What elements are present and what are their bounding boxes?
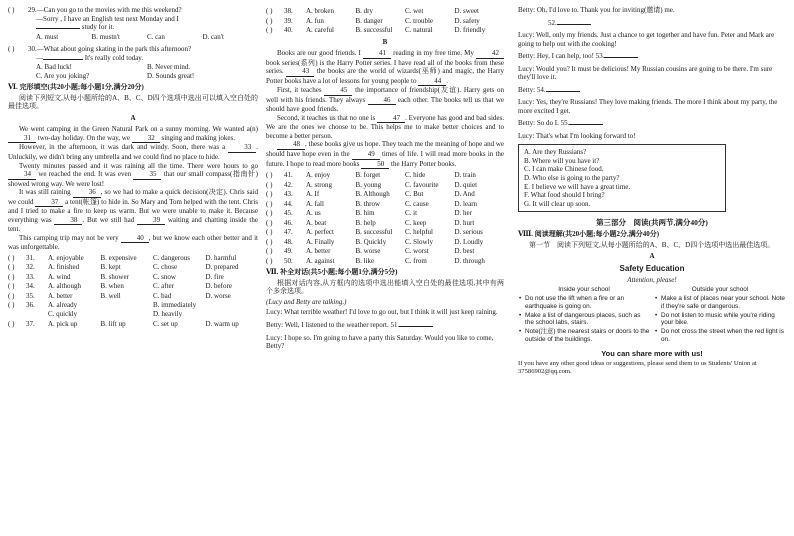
section-title: Ⅶ. 补全对话(共5小题;每小题1分,满分5分) <box>266 268 398 277</box>
question-number: 41. <box>284 171 293 180</box>
mc-row: ( ) 34. A. although B. when C. after D. before <box>8 282 232 291</box>
question-number: 43. <box>284 190 293 199</box>
mc-row: ( ) 47. A. perfect B. successful C. helpful D. serious <box>266 228 483 237</box>
section-instruction: 根据对话内容,从方框内的选项中选出能填入空白处的最佳选项,其中有两个多余选项。 <box>266 278 504 296</box>
answer-paren[interactable]: ( ) <box>8 282 15 291</box>
blank-38[interactable]: 38 <box>54 216 82 226</box>
answer-paren[interactable]: ( ) <box>8 301 15 310</box>
question-number: 31. <box>26 253 35 262</box>
question-number: 38. <box>284 7 293 15</box>
mc-list-31-35 <box>8 254 258 328</box>
box-option: E. I believe we will have a great time. <box>524 182 631 191</box>
question-line: study for it. <box>81 23 115 32</box>
mc-row: ( ) 31. A. enjoyable B. expensive C. dangerous D. harmful <box>8 253 237 262</box>
option-d: D. can't <box>202 32 224 41</box>
answer-paren[interactable]: ( ) <box>266 218 273 227</box>
blank-53[interactable] <box>604 57 638 58</box>
dialog-part-1 <box>266 308 504 350</box>
blank-46[interactable]: 46 <box>368 96 396 106</box>
mc-row: ( ) 48. A. Finally B. Quickly C. Slowly D. Loudly <box>266 237 484 246</box>
outside-item: • Do not cross the street when the red light is on. <box>661 328 786 344</box>
blank-48[interactable]: 48 <box>277 140 305 150</box>
answer-blank[interactable] <box>43 59 83 60</box>
dialog-line: Lucy: What terrible weather! I'd love to go out, but I think it will just keep raining. <box>266 308 498 317</box>
inside-item: • Make a list of dangerous places, such as the school labs, stairs. <box>525 312 650 328</box>
inside-school <box>518 286 650 345</box>
blank-42[interactable]: 42 <box>476 49 504 59</box>
mc-row: ( ) 39. A. fun B. danger C. trouble D. safety <box>266 16 480 25</box>
question-number: 37. <box>26 319 35 328</box>
blank-37[interactable]: 37 <box>35 198 63 208</box>
outside-heading: Outside your school <box>691 286 749 294</box>
question-number: 40. <box>284 26 293 35</box>
box-option: B. Where will you have it? <box>524 156 600 165</box>
answer-paren[interactable]: ( ) <box>8 45 15 54</box>
answer-paren[interactable]: ( ) <box>266 16 273 25</box>
blank-34[interactable]: 34 <box>8 170 36 180</box>
blank-55[interactable] <box>569 124 603 125</box>
mc-row: ( ) 36. A. already B. immediately C. quickly D. heavily <box>8 301 197 318</box>
answer-paren[interactable]: ( ) <box>266 190 273 199</box>
mc-list-38-40 <box>266 7 504 35</box>
outside-item: • Make a list of places near your school. Note if they're safe or dangerous. <box>661 295 786 311</box>
mc-row: ( ) 45. A. us B. him C. it D. her <box>266 209 472 218</box>
question-number: 33. <box>26 272 35 281</box>
blank-32[interactable]: 32 <box>132 134 160 144</box>
mc-row: ( ) 49. A. better B. worse C. worst D. best <box>266 247 475 256</box>
mc-row: ( ) 32. A. finished B. kept C. chose D. prepared <box>8 263 239 272</box>
dialog-line: Betty: 54. <box>518 86 786 95</box>
dialog-line: Betty: So do I. 55. <box>518 119 786 128</box>
blank-31[interactable]: 31 <box>8 134 36 144</box>
answer-paren[interactable]: ( ) <box>266 256 273 265</box>
notice-title: Safety Education <box>619 263 685 273</box>
blank-51[interactable] <box>399 326 433 327</box>
column-2 <box>266 6 504 355</box>
question-number: 34. <box>26 282 35 291</box>
option-b: B. mustn't <box>91 32 120 41</box>
answer-paren[interactable]: ( ) <box>266 209 273 218</box>
blank-50[interactable]: 50 <box>361 160 389 170</box>
blank-35[interactable]: 35 <box>133 170 161 180</box>
question-number: 32. <box>26 263 35 272</box>
mc-row: ( ) 44. A. fall B. throw C. cause D. learn <box>266 199 478 208</box>
option-b: B. Never mind. <box>147 63 191 72</box>
question-number: 30. <box>28 45 37 54</box>
question-number: 45. <box>284 209 293 218</box>
option-c: C. can <box>147 32 165 41</box>
outside-school <box>654 286 786 345</box>
blank-52[interactable] <box>557 24 591 25</box>
mc-row: ( ) 40. A. careful B. successful C. natural D. friendly <box>266 26 486 35</box>
answer-paren[interactable]: ( ) <box>266 199 273 208</box>
answer-blank[interactable] <box>36 28 80 29</box>
dialog-line: Lucy: That's what I'm looking forward to! <box>518 131 636 140</box>
column-1 <box>8 6 258 329</box>
box-option: D. Who else is going to the party? <box>524 173 620 182</box>
share-title: You can share more with us! <box>601 348 703 358</box>
mc-row: ( ) 37. A. pick up B. lift up C. set up D. warm up <box>8 319 239 328</box>
answer-paren[interactable]: ( ) <box>8 263 15 272</box>
dialog-line: Lucy: Well, only my friends. Just a chance to get together and have fun. Peter and Mark are going to help out with the cooking! <box>518 31 775 48</box>
mc-row: ( ) 50. A. against B. like C. from D. through <box>266 256 485 265</box>
question-number: 47. <box>284 228 293 237</box>
question-number: 35. <box>26 291 35 300</box>
blank-47[interactable]: 47 <box>377 114 405 124</box>
answer-paren[interactable]: ( ) <box>266 237 273 246</box>
mc-row: ( ) 38. A. broken B. dry C. wet D. sweet <box>266 7 479 15</box>
question-29 <box>8 6 258 41</box>
box-option: F. What food should I bring? <box>524 191 605 200</box>
section-title: Ⅵ. 完形填空(共20小题;每小题1分,满分20分) <box>8 83 144 92</box>
blank-54[interactable] <box>546 91 580 92</box>
dialog-line: 52. <box>518 19 786 28</box>
question-number: 48. <box>284 237 293 246</box>
question-number: 39. <box>284 16 293 25</box>
mc-row: ( ) 33. A. wind B. shower C. snow D. fire <box>8 272 224 281</box>
blank-40[interactable]: 40 <box>121 234 149 244</box>
question-number: 44. <box>284 199 293 208</box>
dialog-line: Lucy: Yes, they're Russians! They love making friends. The more I think about my party, the more excited I get. <box>518 98 778 115</box>
inside-item: • Do not use the lift when a fire or an earthquake is going on. <box>525 295 650 311</box>
question-number: 46. <box>284 218 293 227</box>
answer-paren[interactable]: ( ) <box>266 7 273 15</box>
passage-letter: A <box>649 252 655 261</box>
answer-paren[interactable]: ( ) <box>8 253 15 262</box>
mc-row: ( ) 46. A. beat B. help C. keep D. hurt <box>266 218 475 227</box>
share-text: If you have any other good ideas or suggestions, please send them to us Students' Union at 37586902@qq.com. <box>518 359 757 375</box>
mc-row: ( ) 43. A. If B. Although C. But D. And <box>266 190 475 199</box>
mc-list-41-50 <box>266 171 504 265</box>
mc-row: ( ) 42. A. strong B. young C. favourite D. quiet <box>266 180 478 189</box>
outside-item: • Do not listen to music while you're riding your bike. <box>661 312 786 328</box>
blank-39[interactable]: 39 <box>137 216 165 226</box>
safety-notice <box>518 264 786 376</box>
dialog-line: Betty: Well, I listened to the weather report. 51. <box>266 321 504 330</box>
options-box <box>518 144 726 212</box>
dialog-scene: (Lucy and Betty are talking.) <box>266 297 347 306</box>
section-instruction: 阅读下列短文,从每小题所给的A、B、C、D四个选项中选出可以填入空白处的最佳选项。 <box>8 93 258 111</box>
question-number: 50. <box>284 256 293 265</box>
dialog-part-2 <box>518 6 786 140</box>
inside-item: • Note(注意) the nearest stairs or doors to the outside of the buildings. <box>525 328 650 344</box>
box-option: C. I can make Chinese food. <box>524 165 604 174</box>
answer-paren[interactable]: ( ) <box>8 319 15 328</box>
blank-44[interactable]: 44 <box>418 77 446 87</box>
option-a: A. must <box>36 32 59 41</box>
answer-paren[interactable]: ( ) <box>266 26 273 35</box>
answer-paren[interactable]: ( ) <box>266 171 273 180</box>
answer-paren[interactable]: ( ) <box>266 228 273 237</box>
question-number: 42. <box>284 180 293 189</box>
question-line: —Sorry , I have an English test next Monday and I <box>36 14 179 23</box>
question-30: ( ) 30. —What about going skating in the park this afternoon? — It's really cold today. A. Bad luck! B. Never mind. C. Are you joking? D. Sounds great! <box>8 45 258 80</box>
column-3 <box>518 6 786 376</box>
box-option: A. Are they Russians? <box>524 148 587 157</box>
answer-paren[interactable]: ( ) <box>8 291 15 300</box>
dialog-line: Lucy: I hope so. I'm going to have a party this Saturday. Would you like to come, Betty? <box>266 333 494 351</box>
question-number: 49. <box>284 247 293 256</box>
option-d: D. Sounds great! <box>147 71 195 80</box>
part-title: 第三部分 阅读(共两节,满分40分) <box>596 218 708 228</box>
passage-letter: A <box>130 113 136 122</box>
passage-a: We went camping in the Green Natural Park on a sunny morning. We wanted a(n) 31 two-day holiday. On the way, we 32 singing and making jokes. However, in the afternoon, it was dark and windy. Soon, there was a 33 . Unluckily, we didn't bring any umbrella and we could find no place to hide. Twenty minutes passed and it was raining all the time. There were hours to go 34 we reached the end. It was even 35 that our small compass(指南针) showed wrong way. We were lost! It was still raining 36 , so we had to make a quick decision(决定). Chris said we could 37 a tent(帐篷) to hide in. So Mary and Tom helped with the tent. Chris and I tried to make a fire to keep us warm. But we were unable to make it. Because everything was 38 . But we still had 39 waiting and chatting inside the tent. This camping trip may not be very 40 , but we know each other better and it was unforgettable. <box>8 125 259 252</box>
question-number: 29. <box>28 6 37 14</box>
answer-paren[interactable]: ( ) <box>8 272 15 281</box>
section-instruction: 第一节 阅读下列短文,从每小题所给的A、B、C、D四个选项中选出最佳选项。 <box>529 240 775 249</box>
mc-row: ( ) 41. A. enjoy B. forget C. hide D. train <box>266 171 476 180</box>
option-a: A. Bad luck! <box>36 63 72 72</box>
answer-paren[interactable]: ( ) <box>266 180 273 189</box>
notice-columns <box>518 286 786 345</box>
passage-b: Books are our good friends. I 41 reading in my free time. My 42 book series(系列) is the Harry Potter series. I have read all of the books from these series. 43 the books are the world of wizards(巫师) and magic, the Harry Potter books have a lot of lessons for young people to 44 . First, it teaches 45 the importance of friendship(友谊). Harry gets on well with his friends. They always 46 each other. The books tell us that we should have good friends. Second, it teaches us that no one is 47 . Everyone has good and bad sides. We are the ones we choose to be. This helps me to make better choices and to become a better person. 48 , these books give us hope. They teach me the meaning of hope and we should have hope even in the 49 times of life. I will read more books in the future. I hope to read more books 50 the Harry Potter books. <box>266 49 505 168</box>
section-title: Ⅷ. 阅读理解(共20小题;每小题2分,满分40分) <box>518 230 660 239</box>
blank-41[interactable]: 41 <box>363 49 391 59</box>
blank-43[interactable]: 43 <box>286 67 314 77</box>
question-stem: —Can you go to the movies with me this weekend? <box>36 6 182 14</box>
notice-subtitle: Attention, please! <box>627 275 677 284</box>
blank-33[interactable]: 33 <box>228 143 256 153</box>
blank-45[interactable]: 45 <box>324 86 352 96</box>
dialog-line: Betty: Oh, I'd love to. Thank you for inviting(邀请) me. <box>518 6 675 14</box>
mc-row: ( ) 35. A. better B. well C. bad D. worse <box>8 291 231 300</box>
box-option: G. It will clear up soon. <box>524 199 591 208</box>
question-number: 36. <box>26 301 35 310</box>
blank-36[interactable]: 36 <box>73 188 101 198</box>
question-line: It's really cold today. <box>84 53 144 62</box>
question-stem: —What about going skating in the park this afternoon? <box>36 45 192 54</box>
answer-paren[interactable]: ( ) <box>8 6 15 14</box>
dialog-line: Lucy: Would you? It must be delicious! My Russian cousins are going to be there. I'm sure they'll love it. <box>518 64 773 82</box>
blank-49[interactable]: 49 <box>352 150 380 160</box>
inside-heading: Inside your school <box>558 286 610 294</box>
option-c: C. Are you joking? <box>36 71 90 80</box>
passage-letter: B <box>382 37 388 46</box>
dialog-line: Betty: Hey, I can help, too! 53. <box>518 52 786 61</box>
answer-paren[interactable]: ( ) <box>266 247 273 256</box>
